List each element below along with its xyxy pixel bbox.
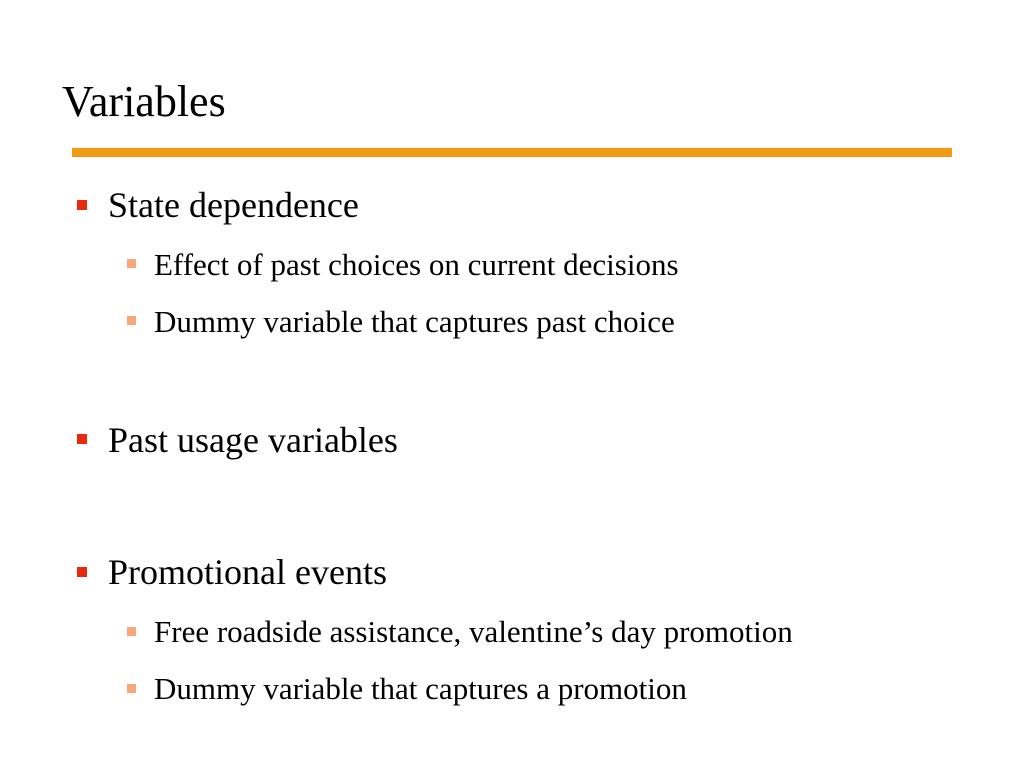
bullet-square-icon	[77, 200, 87, 210]
sub-bullet-square-icon	[127, 627, 136, 636]
sub-bullet-square-icon	[127, 684, 136, 693]
sub-bullet-free-roadside-assistance: Free roadside assistance, valentine’s day promotion	[154, 614, 793, 649]
bullet-past-usage-variables: Past usage variables	[108, 420, 398, 460]
sub-bullet-effect-of-past-choices: Effect of past choices on current decisions	[154, 247, 679, 282]
bullet-state-dependence: State dependence	[108, 185, 359, 225]
slide-title: Variables	[62, 77, 226, 126]
bullet-square-icon	[77, 567, 87, 577]
bullet-square-icon	[77, 434, 87, 444]
sub-bullet-square-icon	[127, 316, 136, 325]
sub-bullet-square-icon	[127, 259, 136, 268]
sub-bullet-dummy-past-choice: Dummy variable that captures past choice	[154, 304, 675, 339]
title-underline-rule	[72, 148, 952, 157]
sub-bullet-dummy-promotion: Dummy variable that captures a promotion	[154, 671, 687, 706]
bullet-promotional-events: Promotional events	[108, 552, 387, 592]
